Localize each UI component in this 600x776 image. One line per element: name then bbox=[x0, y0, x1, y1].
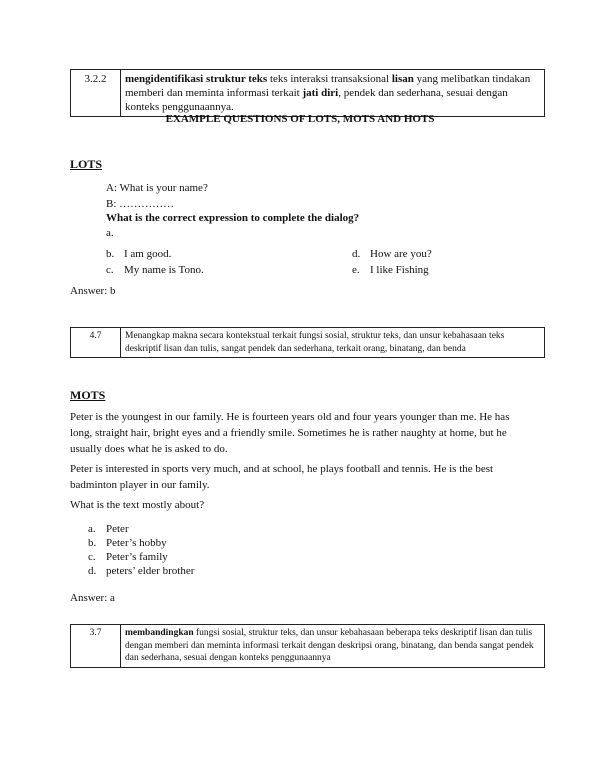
option-d: How are you? bbox=[370, 248, 432, 260]
bold-term: mengidentifikasi struktur teks bbox=[125, 73, 268, 85]
bold-term: jati diri bbox=[302, 87, 339, 99]
competency-number: 3.2.2 bbox=[71, 70, 121, 117]
competency-description bbox=[121, 70, 545, 117]
lots-question: What is the correct expression to complete the dialog? bbox=[106, 212, 360, 224]
competency-table-4-7 bbox=[70, 327, 545, 358]
competency-number: 3.7 bbox=[71, 625, 121, 668]
competency-table-3-7 bbox=[70, 624, 545, 668]
mots-question: What is the text mostly about? bbox=[70, 499, 205, 511]
mots-heading: MOTS bbox=[70, 388, 106, 402]
mots-option-a-letter: a. bbox=[88, 523, 96, 535]
competency-description: Menangkap makna secara kontekstual terkait fungsi sosial, struktur teks, dan unsur kebahasaan teks deskriptif lisan dan tulis, sangat pendek dan sederhana, terkait orang, binatang, dan benda bbox=[121, 328, 545, 358]
option-e: I like Fishing bbox=[370, 264, 429, 276]
competency-table-3-2-2 bbox=[70, 69, 545, 117]
mots-option-c-letter: c. bbox=[88, 551, 96, 563]
description-text: fungsi sosial, struktur teks, dan unsur kebahasaan beberapa teks deskriptif lisan dan tulis dengan memberi dan meminta informasi terkait dengan deskripsi orang, binatang, dan benda sangat pendek dan sederhana, sesuai dengan konteks penggunaannya bbox=[125, 628, 534, 663]
option-d-letter: d. bbox=[352, 248, 361, 260]
table-row bbox=[71, 625, 545, 668]
mots-answer: Answer: a bbox=[70, 592, 115, 604]
competency-number: 4.7 bbox=[71, 328, 121, 358]
competency-description bbox=[121, 625, 545, 668]
page-title: EXAMPLE QUESTIONS OF LOTS, MOTS AND HOTS bbox=[165, 113, 435, 125]
reading-paragraph-2: Peter is interested in sports very much, and at school, he plays football and tennis. He is the best badminton player in our family. bbox=[70, 463, 494, 491]
table-row bbox=[71, 328, 545, 358]
mots-option-d: peters’ elder brother bbox=[106, 565, 195, 577]
mots-option-d-letter: d. bbox=[88, 565, 97, 577]
option-b: I am good. bbox=[124, 248, 172, 260]
bold-term: lisan bbox=[391, 73, 414, 85]
option-c-letter: c. bbox=[106, 264, 114, 276]
bold-term: membandingkan bbox=[125, 628, 194, 638]
mots-option-b-letter: b. bbox=[88, 537, 97, 549]
description-text: , pendek dan sederhana, sesuai dengan konteks penggunaannya. bbox=[125, 87, 508, 113]
lots-heading: LOTS bbox=[70, 157, 103, 171]
description-text: yang melibatkan tindakan memberi dan meminta informasi terkait bbox=[125, 73, 531, 99]
dialog-line-a: A: What is your name? bbox=[106, 182, 208, 194]
lots-answer: Answer: b bbox=[70, 285, 116, 297]
option-e-letter: e. bbox=[352, 264, 360, 276]
mots-option-c: Peter’s family bbox=[106, 551, 168, 563]
reading-paragraph-1: Peter is the youngest in our family. He is fourteen years old and four years younger than me. He has long, straight hair, bright eyes and a friendly smile. Sometimes he is rather naughty at home, but he usually does what he is asked to do. bbox=[70, 411, 510, 455]
description-text: teks interaksi transaksional bbox=[267, 73, 392, 85]
mots-option-b: Peter’s hobby bbox=[106, 537, 167, 549]
option-b-letter: b. bbox=[106, 248, 115, 260]
dialog-line-b: B: …………… bbox=[106, 198, 175, 210]
option-c: My name is Tono. bbox=[124, 264, 204, 276]
option-a: a. bbox=[106, 227, 114, 239]
mots-option-a: Peter bbox=[106, 523, 129, 535]
table-row bbox=[71, 70, 545, 117]
